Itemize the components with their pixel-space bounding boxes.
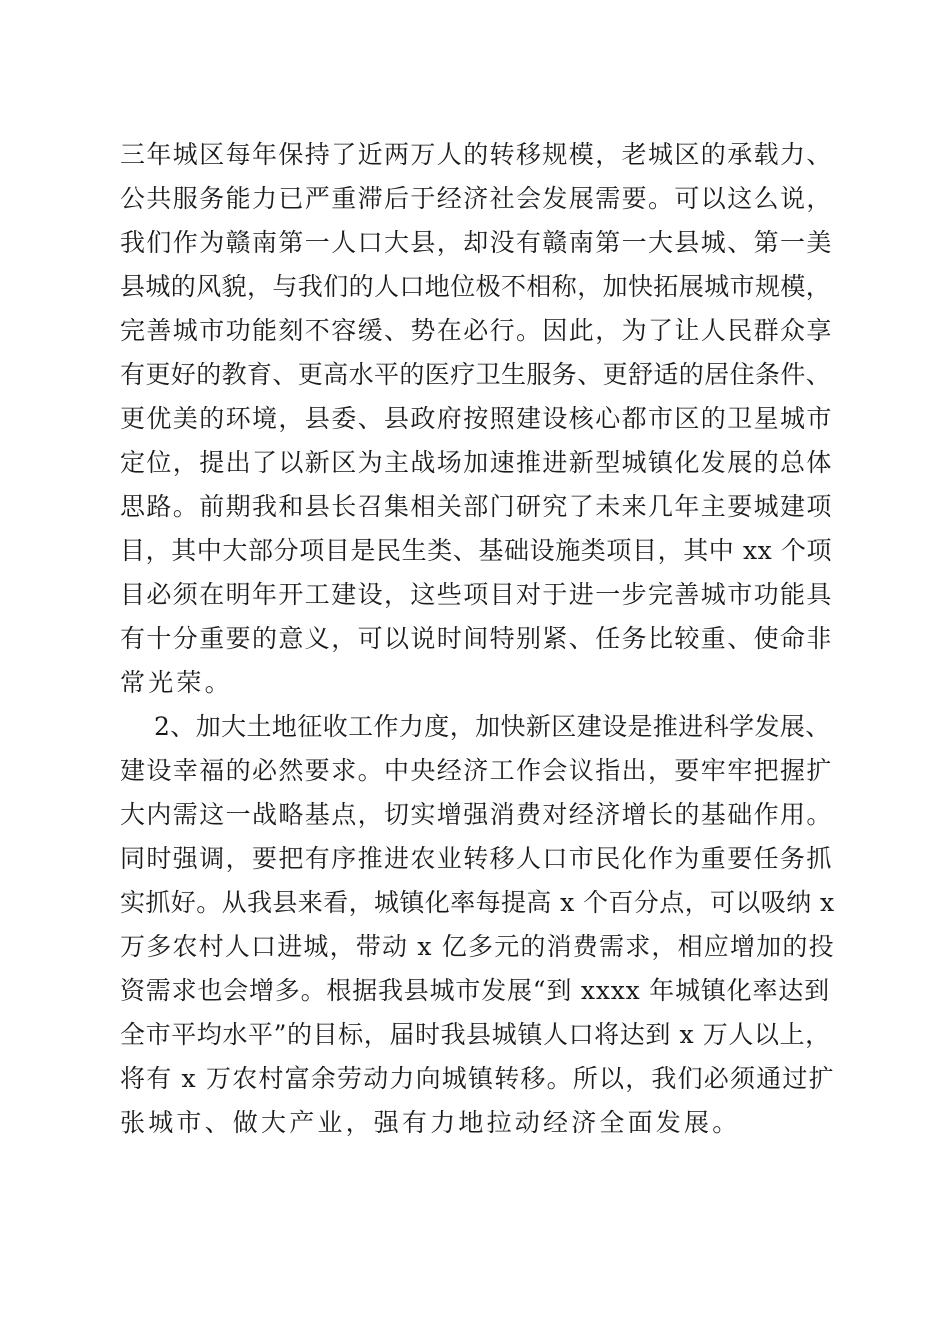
text-line: 县城的风貌，与我们的人口地位极不相称，加快拓展城市规模， <box>120 272 832 301</box>
text-line: 资需求也会增多。根据我县城市发展“到 xxxx 年城镇化率达到 <box>120 976 830 1005</box>
text-line: 更优美的环境，县委、县政府按照建设核心都市区的卫星城市 <box>120 404 833 433</box>
text-line: 将有 x 万农村富余劳动力向城镇转移。所以，我们必须通过扩 <box>120 1064 835 1093</box>
text-line: 张城市、做大产业，强有力地拉动经济全面发展。 <box>120 1108 741 1137</box>
text-line: 我们作为赣南第一人口大县，却没有赣南第一大县城、第一美 <box>120 228 833 257</box>
text-line: 2、加大土地征收工作力度，加快新区建设是推进科学发展、 <box>154 712 831 741</box>
text-line: 实抓好。从我县来看，城镇化率每提高 x 个百分点，可以吸纳 x <box>120 888 835 917</box>
text-line: 全市平均水平”的目标，届时我县城镇人口将达到 x 万人以上， <box>120 1020 831 1049</box>
text-line: 有十分重要的意义，可以说时间特别紧、任务比较重、使命非 <box>120 624 833 653</box>
text-line: 定位，提出了以新区为主战场加速推进新型城镇化发展的总体 <box>120 448 833 477</box>
text-line: 大内需这一战略基点，切实增强消费对经济增长的基础作用。 <box>120 800 833 829</box>
text-line: 目必须在明年开工建设，这些项目对于进一步完善城市功能具 <box>120 580 833 609</box>
text-line: 思路。前期我和县长召集相关部门研究了未来几年主要城建项 <box>120 492 833 521</box>
text-line: 有更好的教育、更高水平的医疗卫生服务、更舒适的居住条件、 <box>120 360 832 389</box>
text-line: 三年城区每年保持了近两万人的转移规模，老城区的承载力、 <box>120 140 833 169</box>
text-line: 目，其中大部分项目是民生类、基础设施类项目，其中 xx 个项 <box>120 536 833 565</box>
text-line: 同时强调，要把有序推进农业转移人口市民化作为重要任务抓 <box>120 844 833 873</box>
text-line: 建设幸福的必然要求。中央经济工作会议指出，要牢牢把握扩 <box>120 756 833 785</box>
text-line: 万多农村人口进城，带动 x 亿多元的消费需求，相应增加的投 <box>120 932 835 961</box>
text-line: 完善城市功能刻不容缓、势在必行。因此，为了让人民群众享 <box>120 316 833 345</box>
text-line: 常光荣。 <box>120 668 233 697</box>
text-line: 公共服务能力已严重滞后于经济社会发展需要。可以这么说， <box>120 184 833 213</box>
